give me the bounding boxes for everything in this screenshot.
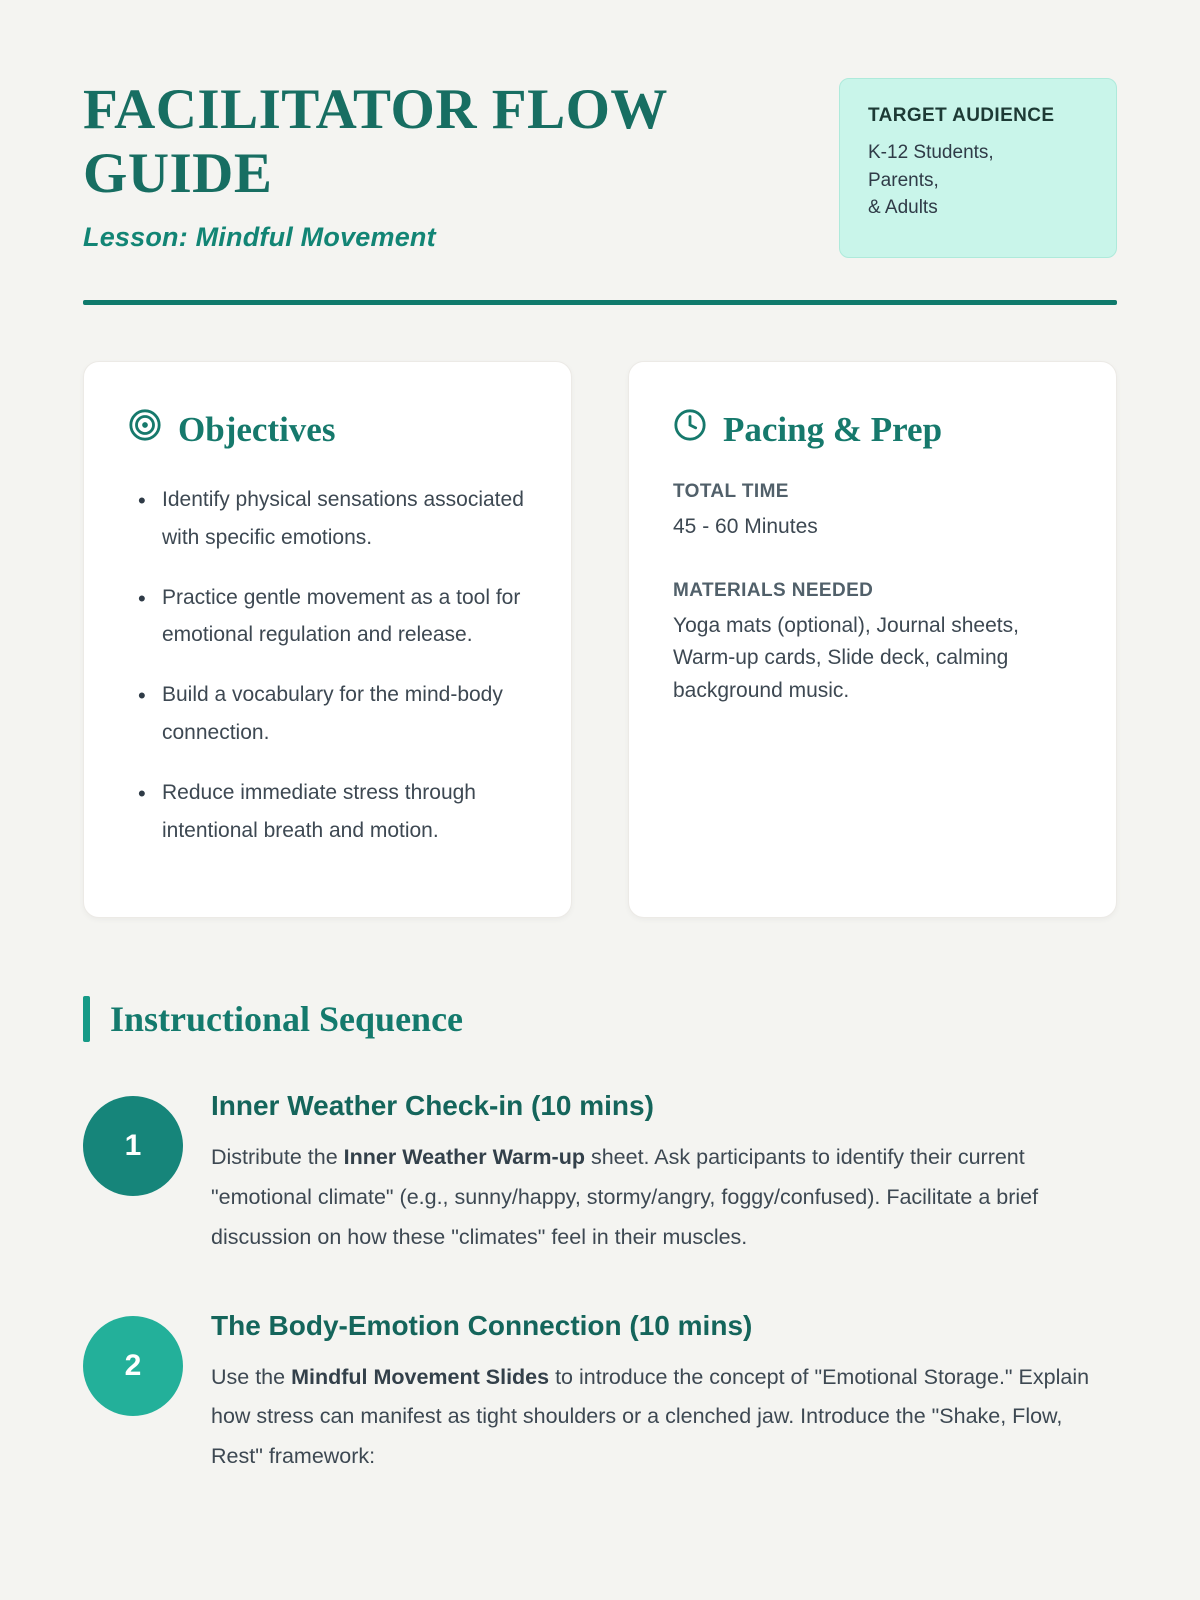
total-time-group	[673, 481, 1072, 544]
pacing-prep-card	[628, 361, 1117, 918]
pacing-heading	[673, 408, 1072, 451]
step-1-content	[211, 1090, 1117, 1257]
target-audience-line: K-12 Students,	[868, 142, 994, 163]
step-1	[83, 1090, 1117, 1257]
title-block	[83, 78, 783, 253]
sequence-steps	[83, 1090, 1117, 1477]
step-2-number-badge: 2	[83, 1316, 183, 1416]
objective-item: • Reduce immediate stress through intentional breath and motion.	[128, 774, 527, 850]
objectives-heading	[128, 408, 527, 451]
step-2-content	[211, 1310, 1117, 1477]
target-audience-line: Parents,	[868, 169, 939, 191]
clock-icon	[673, 408, 707, 451]
materials-label: MATERIALS NEEDED	[673, 579, 874, 601]
section-accent-bar	[83, 996, 90, 1042]
target-icon	[128, 408, 162, 451]
sequence-title: Instructional Sequence	[110, 999, 464, 1040]
target-audience-label: TARGET AUDIENCE	[868, 105, 1055, 126]
step-1-number-badge: 1	[83, 1096, 183, 1196]
pacing-title: Pacing & Prep	[723, 409, 943, 449]
objective-item: • Practice gentle movement as a tool for emotional regulation and release.	[128, 579, 527, 655]
total-time-label: TOTAL TIME	[673, 481, 789, 502]
objective-item: • Build a vocabulary for the mind-body connection.	[128, 676, 527, 752]
objectives-title: Objectives	[178, 409, 336, 449]
objective-item: • Identify physical sensations associated with specific emotions.	[128, 481, 527, 557]
materials-group	[673, 580, 1072, 708]
step-2	[83, 1310, 1117, 1477]
step-2-title: The Body-Emotion Connection (10 mins)	[211, 1309, 753, 1341]
step-1-description: Distribute the Inner Weather Warm-up sheet. Ask participants to identify their current "emotional climate" (e.g., sunny/happy, stormy/angry, foggy/confused). Facilitate a brief discussion on how these "climates" feel in their muscles.	[211, 1145, 1039, 1249]
step-2-description: Use the Mindful Movement Slides to introduce the concept of "Emotional Storage." Explain how stress can manifest as tight shoulders or a clenched jaw. Introduce the "Shake, Flow, Rest" framework:	[211, 1364, 1090, 1469]
objectives-list	[128, 481, 527, 849]
total-time-value: 45 - 60 Minutes	[673, 515, 818, 538]
target-audience-line: & Adults	[868, 197, 938, 219]
page-title: FACILITATOR FLOW GUIDE	[83, 78, 667, 205]
step-1-title: Inner Weather Check-in (10 mins)	[211, 1090, 654, 1122]
objectives-card	[83, 361, 572, 918]
target-audience-box	[839, 78, 1117, 258]
sequence-section-header	[83, 996, 1117, 1042]
header	[83, 78, 1117, 258]
materials-value: Yoga mats (optional), Journal sheets, Warm-up cards, Slide deck, calming background music.	[673, 613, 1019, 702]
lesson-subtitle: Lesson: Mindful Movement	[83, 221, 436, 252]
header-divider	[83, 300, 1117, 305]
info-cards	[83, 361, 1117, 918]
